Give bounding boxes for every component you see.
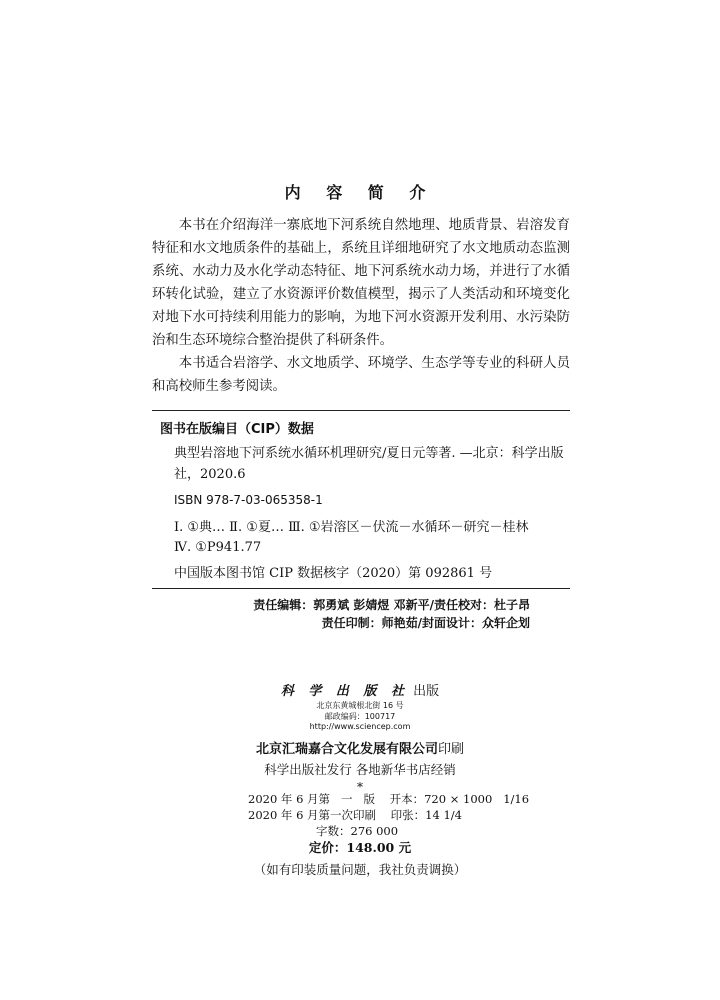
distribution-line: 科学出版社发行 各地新华书店经销	[264, 762, 456, 777]
cip-classification: Ⅳ. ①P941.77	[174, 540, 262, 555]
editor-credits: 责任编辑：郭勇斌 彭婧煜 邓新平/责任校对：杜子昂	[253, 598, 530, 612]
cip-bottom-rule	[152, 588, 570, 589]
cip-isbn: ISBN 978-7-03-065358-1	[174, 493, 323, 507]
intro-text	[152, 214, 570, 398]
printer-line	[0, 738, 720, 757]
publisher-postcode: 邮政编码：100717	[324, 712, 396, 721]
cip-title: 图书在版编目（CIP）数据	[160, 422, 314, 437]
production-credits: 责任印制：师艳茹/封面设计：众轩企划	[321, 616, 530, 630]
publisher-name: 科 学 出 版 社	[280, 684, 409, 699]
publisher-address: 北京东黄城根北街 16 号	[316, 701, 404, 710]
separator-star: *	[357, 780, 363, 794]
cip-bibliographic-line: 社，2020.6	[174, 467, 246, 482]
publisher-suffix: 出版	[413, 684, 440, 699]
publisher-website: http://www.sciencep.com	[309, 722, 411, 731]
cip-number: 中国版本图书馆 CIP 数据核字（2020）第 092861 号	[174, 566, 493, 581]
cip-bibliographic-line: 典型岩溶地下河系统水循环机理研究/夏日元等著. —北京：科学出版	[174, 446, 564, 461]
word-count: 字数：276 000	[316, 824, 399, 838]
cip-top-rule	[152, 410, 570, 411]
printer-suffix: 印刷	[438, 742, 465, 757]
printer-name: 北京汇瑞嘉合文化发展有限公司	[255, 742, 438, 757]
price: 定价：148.00 元	[308, 840, 412, 855]
intro-title: 内 容 简 介	[284, 183, 436, 202]
edition-line: 2020 年 6 月第 一 版 开本：720 × 1000 1/16	[248, 792, 530, 806]
publisher-line	[0, 680, 720, 699]
intro-paragraph: 本书在介绍海洋一寨底地下河系统自然地理、地质背景、岩溶发育特征和水文地质条件的基础上，系统且详细地研究了水文地质动态监测系统、水动力及水化学动态特征、地下河系统水动力场，并进行了水循环转化试验，建立了水资源评价数值模型，揭示了人类活动和环境变化对地下水可持续利用能力的影响，为地下河水资源开发利用、水污染防治和生态环境综合整治提供了科研条件。	[152, 218, 570, 348]
quality-notice: （如有印装质量问题，我社负责调换）	[253, 862, 467, 877]
intro-paragraph: 本书适合岩溶学、水文地质学、环境学、生态学等专业的科研人员和高校师生参考阅读。	[152, 356, 570, 394]
cip-classification: Ⅰ. ①典… Ⅱ. ①夏… Ⅲ. ①岩溶区－伏流－水循环－研究－桂林	[174, 520, 529, 535]
printing-line: 2020 年 6 月第一次印刷 印张：14 1/4	[248, 808, 462, 822]
